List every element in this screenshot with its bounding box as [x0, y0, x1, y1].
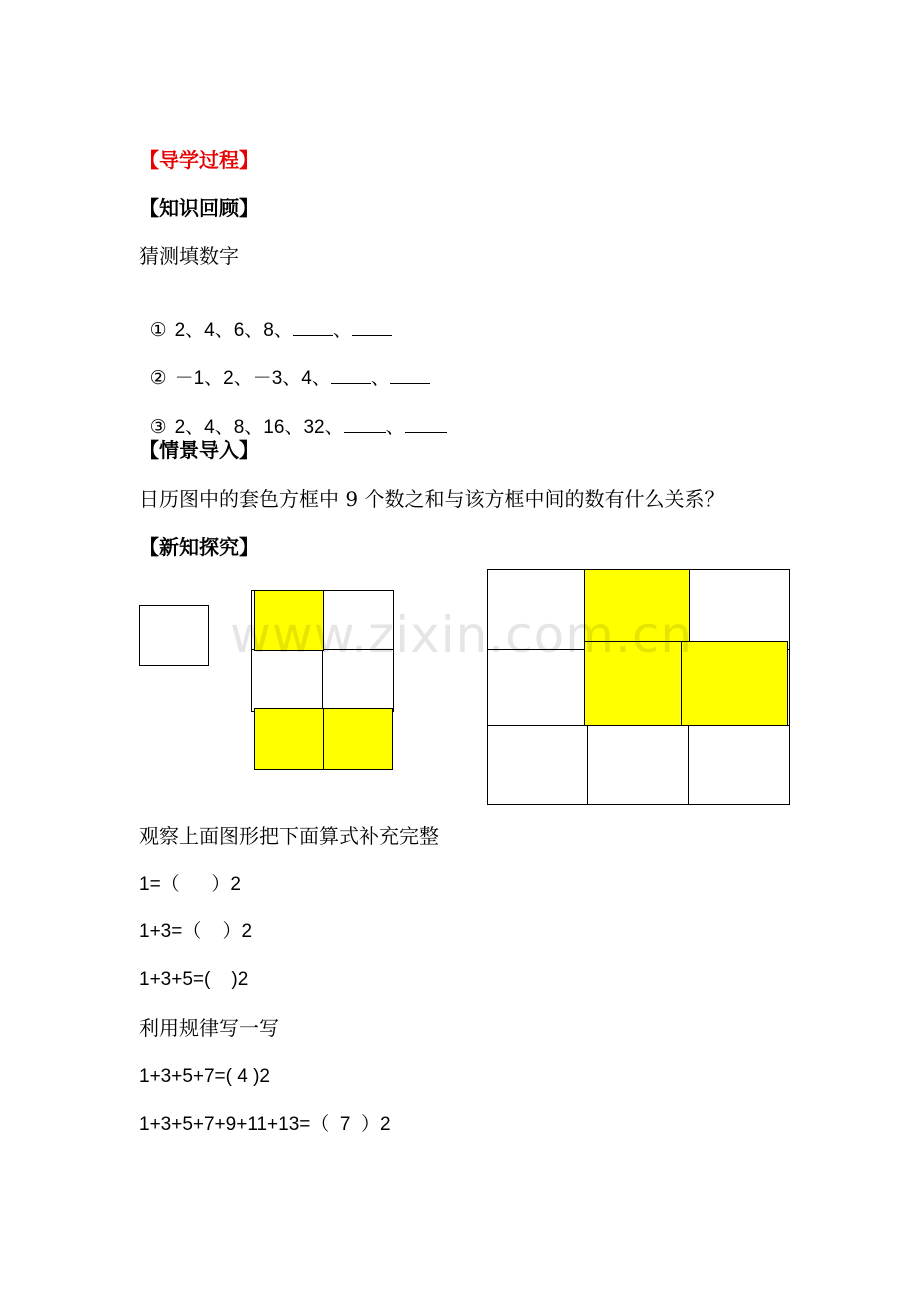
blank-3b[interactable] — [405, 414, 447, 433]
review-item-3 — [139, 390, 447, 440]
blank-1a[interactable] — [293, 317, 333, 336]
sequence-3: 2、4、8、16、32、 — [174, 417, 344, 438]
grid-cell — [322, 590, 394, 650]
review-intro: 猜测填数字 — [139, 244, 239, 268]
grid-cell — [251, 649, 323, 712]
equation-1: 1=（ ）2 — [139, 874, 241, 895]
blank-3a[interactable] — [344, 414, 386, 433]
blank-2a[interactable] — [331, 365, 371, 384]
heading-scenario-intro: 【情景导入】 — [139, 438, 259, 462]
grid-cell — [688, 725, 790, 805]
sequence-2: －1、2、－3、4、 — [174, 368, 331, 389]
blank-2b[interactable] — [390, 365, 430, 384]
watermark: www.zixin.com.cn — [230, 606, 694, 664]
answer-1: 1+3+5+7=( 4 )2 — [139, 1066, 270, 1087]
grid-cell — [487, 649, 586, 726]
sep-3: 、 — [385, 417, 405, 438]
marker-2: ② — [149, 367, 167, 389]
grid-cell — [322, 649, 394, 712]
observe-instruction: 观察上面图形把下面算式补充完整 — [139, 824, 439, 848]
highlight-square — [323, 708, 393, 770]
highlight-square — [254, 708, 324, 770]
heading-new-knowledge: 【新知探究】 — [139, 535, 259, 559]
sep-1: 、 — [332, 320, 352, 341]
equation-2: 1+3=（ ）2 — [139, 921, 253, 942]
review-item-1 — [139, 293, 392, 343]
highlight-square — [681, 641, 788, 726]
marker-3: ③ — [149, 416, 167, 438]
review-item-2 — [139, 341, 430, 391]
equation-3: 1+3+5=( )2 — [139, 969, 249, 990]
figure-one-square — [139, 605, 209, 666]
blank-1b[interactable] — [352, 317, 392, 336]
marker-1: ① — [149, 319, 167, 341]
apply-instruction: 利用规律写一写 — [139, 1016, 279, 1040]
grid-cell — [587, 725, 689, 805]
highlight-square — [254, 590, 324, 651]
sep-2: 、 — [370, 368, 390, 389]
grid-cell — [689, 569, 790, 650]
grid-cell — [487, 725, 588, 805]
sequence-1: 2、4、6、8、 — [174, 320, 293, 341]
highlight-square — [584, 641, 683, 726]
heading-guide-process: 【导学过程】 — [139, 148, 259, 172]
grid-cell — [487, 569, 586, 650]
answer-2: 1+3+5+7+9+11+13=（ 7 ）2 — [139, 1114, 391, 1135]
heading-knowledge-review: 【知识回顾】 — [139, 196, 259, 220]
scenario-question: 日历图中的套色方框中 9 个数之和与该方框中间的数有什么关系？ — [139, 487, 725, 511]
